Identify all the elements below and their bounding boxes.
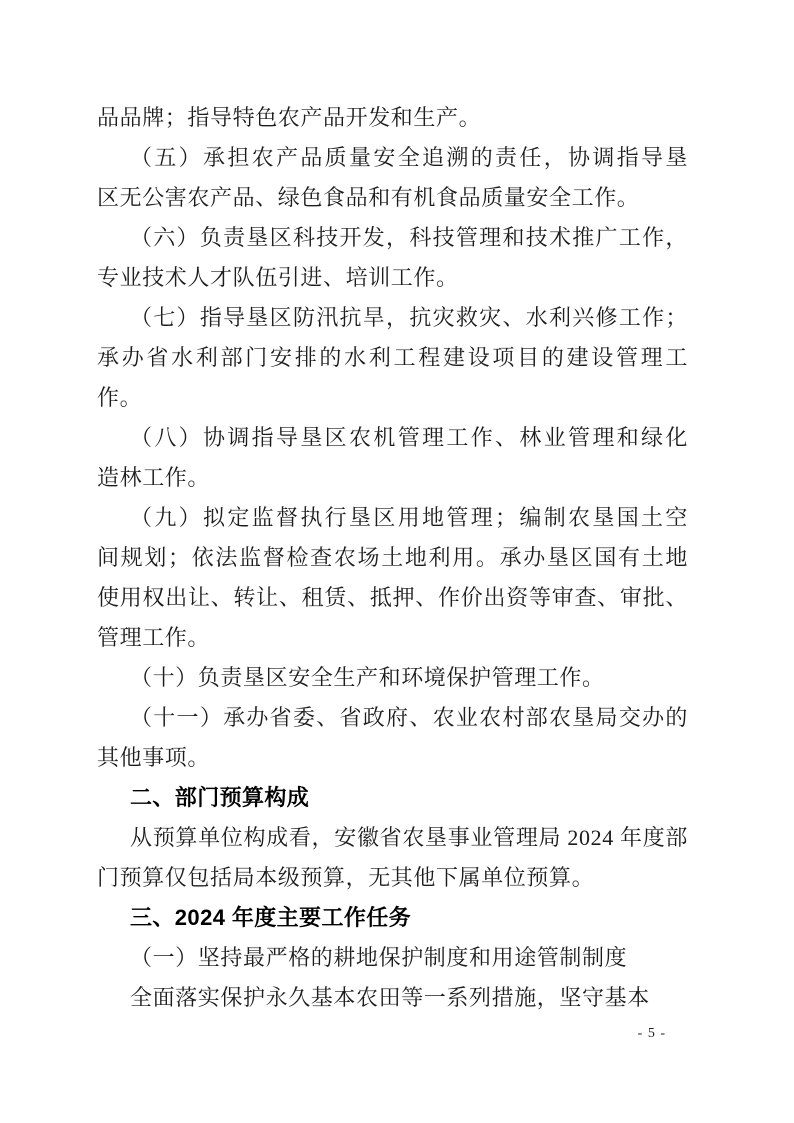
text-line: （九）拟定监督执行垦区用地管理；编制农垦国土空 <box>130 505 688 530</box>
text-line: （五）承担农产品质量安全追溯的责任，协调指导垦 <box>130 145 688 170</box>
text-line: （十）负责垦区安全生产和环境保护管理工作。 <box>130 665 605 690</box>
text-line: （七）指导垦区防汛抗旱，抗灾救灾、水利兴修工作； <box>130 305 688 330</box>
text-line: 承办省水利部门安排的水利工程建设项目的建设管理工 <box>97 345 688 370</box>
text-line: 品品牌；指导特色农产品开发和生产。 <box>97 105 482 130</box>
text-line: （八）协调指导垦区农机管理工作、林业管理和绿化 <box>130 425 688 450</box>
section-heading: 二、部门预算构成 <box>130 785 310 810</box>
text-line: （十一）承办省委、省政府、农业农村部农垦局交办的 <box>130 705 688 730</box>
text-line: 专业技术人才队伍引进、培训工作。 <box>97 265 459 290</box>
text-line: 间规划；依法监督检查农场土地利用。承办垦区国有土地 <box>97 545 688 570</box>
text-line: 使用权出让、转让、租赁、抵押、作价出资等审查、审批、 <box>97 585 688 610</box>
text-line: 作。 <box>97 385 143 410</box>
text-line: （一）坚持最严格的耕地保护制度和用途管制制度 <box>130 945 628 970</box>
text-line: 从预算单位构成看，安徽省农垦事业管理局 2024 年度部 <box>130 825 688 850</box>
text-line: 门预算仅包括局本级预算，无其他下属单位预算。 <box>97 865 595 890</box>
text-line: （六）负责垦区科技开发，科技管理和技术推广工作， <box>130 225 688 250</box>
section-heading: 三、2024 年度主要工作任务 <box>130 905 412 930</box>
page-number: - 5 - <box>637 1026 666 1041</box>
text-line: 造林工作。 <box>97 465 211 490</box>
text-line: 全面落实保护永久基本农田等一系列措施，坚守基本 <box>130 985 650 1010</box>
text-line: 区无公害农产品、绿色食品和有机食品质量安全工作。 <box>97 185 640 210</box>
text-line: 其他事项。 <box>97 745 211 770</box>
document-body <box>97 98 688 1018</box>
text-line: 管理工作。 <box>97 625 211 650</box>
